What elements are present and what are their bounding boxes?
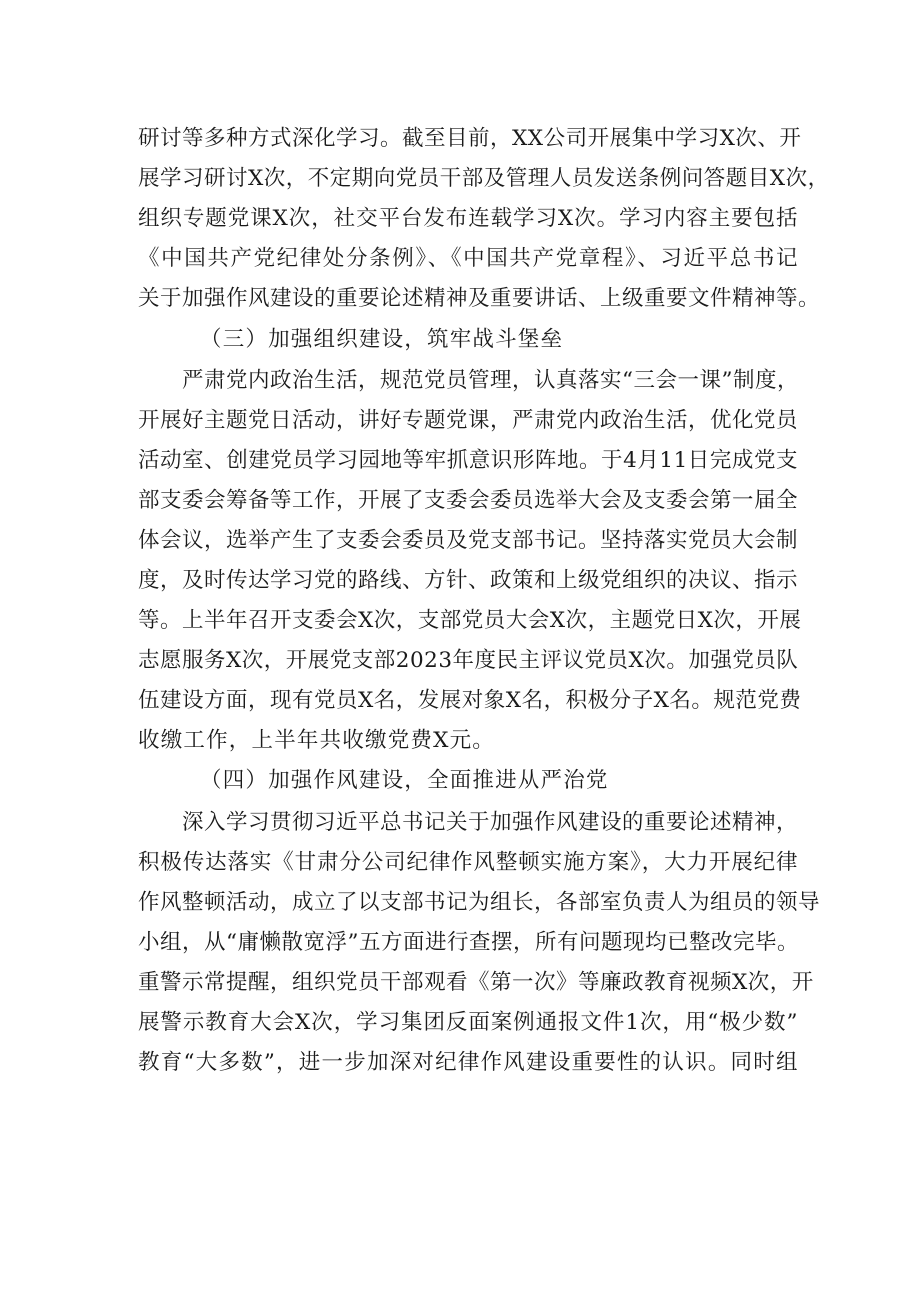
paragraph-2-line-1: 严肃党内政治生活，规范党员管理，认真落实“三会一课”制度， — [182, 368, 799, 393]
paragraph-2-line-6: 度，及时传达学习党的路线、方针、政策和上级党组织的决议、指示 — [138, 568, 799, 593]
paragraph-2-line-2: 开展好主题党日活动，讲好专题党课，严肃党内政治生活，优化党员 — [138, 408, 799, 433]
paragraph-3-line-3: 作风整顿活动，成立了以支部书记为组长，各部室负责人为组员的领导 — [138, 890, 821, 915]
paragraph-3-line-2: 积极传达落实《甘肃分公司纪律作风整顿实施方案》，大力开展纪律 — [138, 850, 798, 875]
paragraph-3-line-1: 深入学习贯彻习近平总书记关于加强作风建设的重要论述精神， — [182, 810, 799, 835]
paragraph-2-line-8: 志愿服务X次，开展党支部2023年度民主评议党员X次。加强党员队 — [138, 648, 799, 673]
paragraph-3-line-7: 教育“大多数”，进一步加深对纪律作风建设重要性的认识。同时组 — [138, 1050, 798, 1075]
paragraph-3-line-4: 小组，从“庸懒散宽浮”五方面进行查摆，所有问题现均已整改完毕。 — [138, 930, 799, 955]
paragraph-2-line-9: 伍建设方面，现有党员X名，发展对象X名，积极分子X名。规范党费 — [138, 688, 802, 713]
section-heading-3: （三）加强组织建设，筑牢战斗堡垒 — [200, 327, 564, 352]
paragraph-1-line-4: 《中国共产党纪律处分条例》、《中国共产党章程》、习近平总书记 — [138, 246, 798, 271]
section-heading-4: （四）加强作风建设，全面推进从严治党 — [200, 768, 609, 793]
paragraph-3-line-5: 重警示常提醒，组织党员干部观看《第一次》等廉政教育视频X次，开 — [138, 970, 814, 995]
paragraph-2-line-5: 体会议，选举产生了支委会委员及党支部书记。坚持落实党员大会制 — [138, 528, 799, 553]
paragraph-1-line-1: 研讨等多种方式深化学习。截至目前，XX公司开展集中学习X次、开 — [138, 126, 802, 151]
paragraph-1-line-2: 展学习研讨X次，不定期向党员干部及管理人员发送条例问答题目X次， — [138, 166, 830, 191]
paragraph-3-line-6: 展警示教育大会X次，学习集团反面案例通报文件1次，用“极少数” — [138, 1010, 798, 1035]
paragraph-2-line-4: 部支委会筹备等工作，开展了支委会委员选举大会及支委会第一届全 — [138, 488, 799, 513]
paragraph-2-line-10: 收缴工作，上半年共收缴党费X元。 — [138, 728, 496, 753]
paragraph-2-line-7: 等。上半年召开支委会X次，支部党员大会X次，主题党日X次，开展 — [138, 608, 802, 633]
paragraph-1-line-3: 组织专题党课X次，社交平台发布连载学习X次。学习内容主要包括 — [138, 206, 798, 231]
paragraph-2-line-3: 活动室、创建党员学习园地等牢抓意识形阵地。于4月11日完成党支 — [138, 448, 798, 473]
paragraph-1-line-5: 关于加强作风建设的重要论述精神及重要讲话、上级重要文件精神等。 — [138, 286, 821, 311]
